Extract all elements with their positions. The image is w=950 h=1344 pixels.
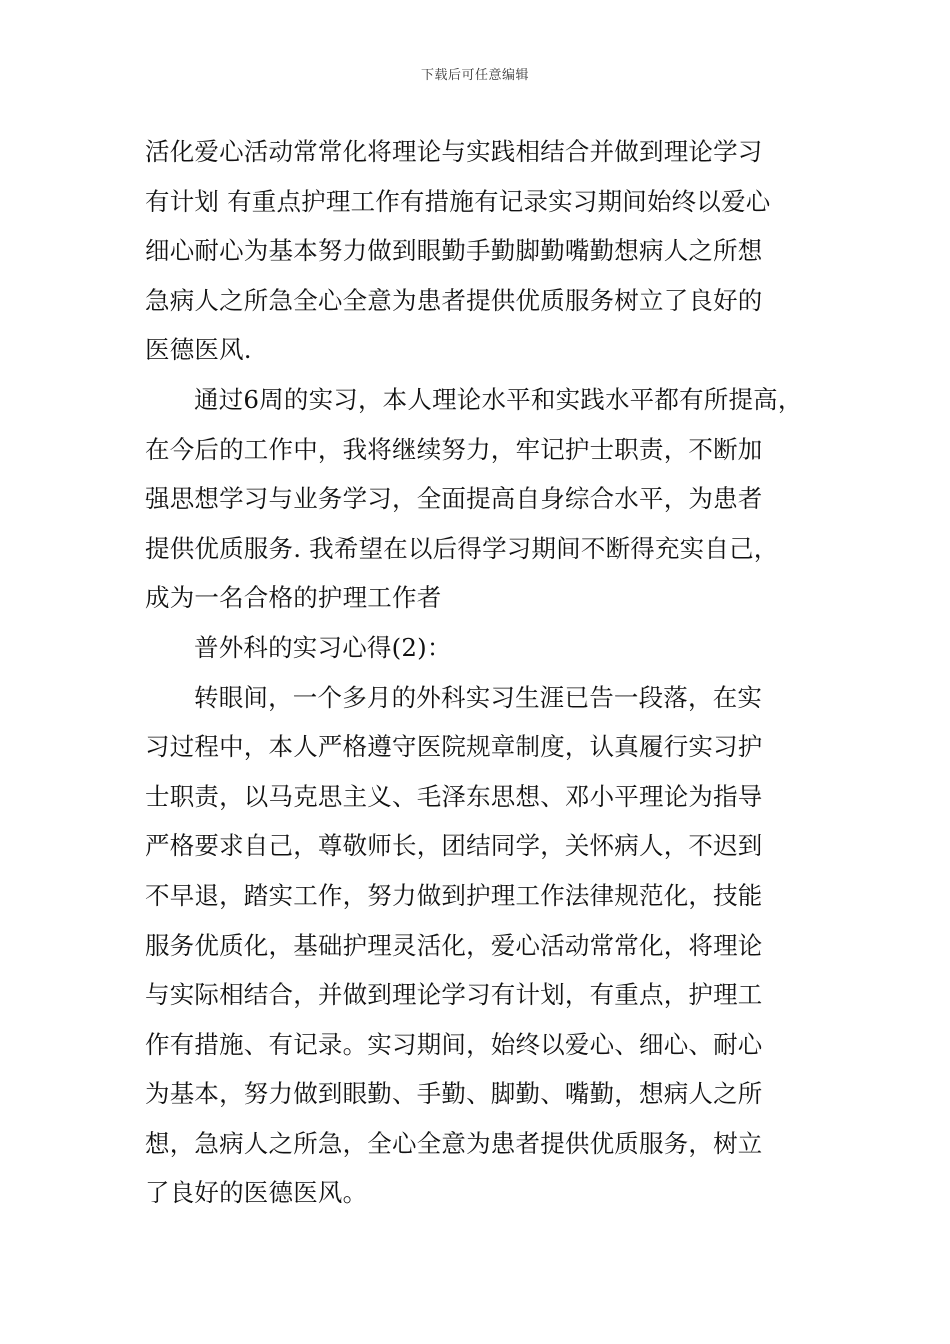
text-line: 通过6周的实习，本人理论水平和实践水平都有所提高，: [194, 384, 803, 414]
text-line: 习过程中，本人严格遵守医院规章制度，认真履行实习护: [145, 732, 763, 762]
document-body: [145, 127, 815, 1218]
text-line: 有计划 有重点护理工作有措施有记录实习期间始终以爱心: [145, 186, 771, 216]
section-heading: 普外科的实习心得(2)：: [194, 632, 452, 662]
text-line: 细心耐心为基本努力做到眼勤手勤脚勤嘴勤想病人之所想: [145, 236, 763, 266]
text-line: 转眼间，一个多月的外科实习生涯已告一段落，在实: [194, 682, 763, 712]
text-line: 在今后的工作中，我将继续努力，牢记护士职责，不断加: [145, 434, 763, 464]
text-line: 不早退，踏实工作，努力做到护理工作法律规范化，技能: [145, 880, 763, 910]
text-line: 作有措施、有记录。实习期间，始终以爱心、细心、耐心: [145, 1029, 763, 1059]
text-line: 强思想学习与业务学习，全面提高自身综合水平，为患者: [145, 484, 763, 514]
text-line: 活化爱心活动常常化将理论与实践相结合并做到理论学习: [145, 137, 763, 166]
text-line: 成为一名合格的护理工作者: [145, 583, 442, 613]
text-line: 急病人之所急全心全意为患者提供优质服务树立了良好的: [145, 285, 763, 315]
header-note: 下载后可任意编辑: [420, 68, 529, 83]
text-line: 提供优质服务. 我希望在以后得学习期间不断得充实自己，: [145, 533, 779, 563]
text-line: 想，急病人之所急，全心全意为患者提供优质服务，树立: [145, 1128, 763, 1158]
text-line: 严格要求自己，尊敬师长，团结同学，关怀病人，不迟到: [145, 831, 763, 861]
text-line: 了良好的医德医风。: [145, 1178, 368, 1208]
text-line: 士职责，以马克思主义、毛泽东思想、邓小平理论为指导: [145, 781, 763, 811]
text-line: 与实际相结合，并做到理论学习有计划，有重点，护理工: [145, 980, 763, 1010]
text-line: 医德医风.: [145, 335, 252, 365]
text-line: 为基本，努力做到眼勤、手勤、脚勤、嘴勤，想病人之所: [145, 1079, 763, 1109]
text-line: 服务优质化，基础护理灵活化，爱心活动常常化，将理论: [145, 930, 763, 960]
